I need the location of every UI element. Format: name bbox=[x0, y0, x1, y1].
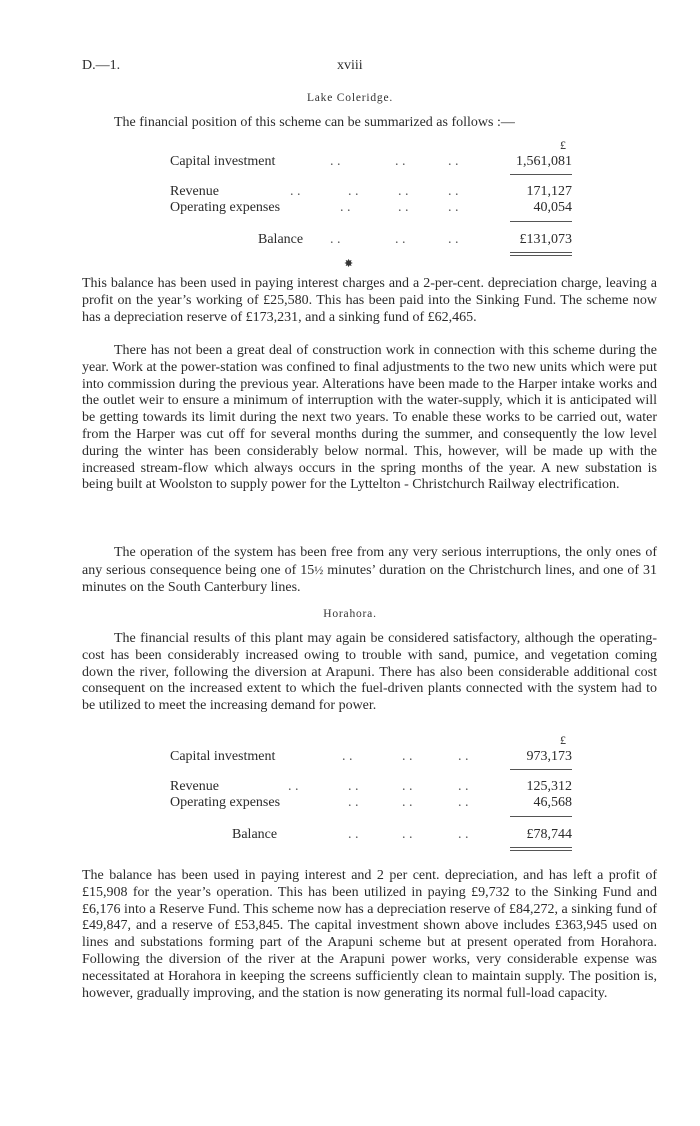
leader-dots: . . bbox=[402, 827, 413, 842]
horahora-financial-table bbox=[170, 733, 572, 853]
lake-coleridge-paragraph-3 bbox=[82, 545, 657, 596]
leader-dots: . . bbox=[448, 184, 459, 199]
total-rule bbox=[510, 255, 572, 256]
capital-investment-value: 973,173 bbox=[526, 749, 572, 764]
leader-dots: . . bbox=[330, 154, 341, 169]
capital-investment-label: Capital investment bbox=[170, 154, 276, 169]
leader-dots: . . bbox=[402, 779, 413, 794]
leader-dots: . . bbox=[342, 749, 353, 764]
leader-dots: . . bbox=[348, 184, 359, 199]
leader-dots: . . bbox=[395, 154, 406, 169]
subtotal-rule bbox=[510, 816, 572, 817]
subtotal-rule bbox=[510, 174, 572, 175]
fraction-half: ½ bbox=[314, 562, 324, 577]
leader-dots: . . bbox=[402, 749, 413, 764]
operating-expenses-label: Operating expenses bbox=[170, 200, 281, 215]
balance-value: £131,073 bbox=[519, 232, 572, 247]
revenue-label: Revenue bbox=[170, 184, 219, 199]
total-rule bbox=[510, 252, 572, 253]
leader-dots: . . bbox=[288, 779, 299, 794]
revenue-value: 125,312 bbox=[526, 779, 572, 794]
leader-dots: . . bbox=[458, 779, 469, 794]
total-rule bbox=[510, 850, 572, 851]
capital-investment-value: 1,561,081 bbox=[516, 154, 572, 169]
paragraph-3-text-a: The operation of the system has been free from any very serious interruptions, the only ones of any serious consequence being one of 15 bbox=[82, 545, 657, 578]
leader-dots: . . bbox=[458, 827, 469, 842]
lake-coleridge-paragraph-1: This balance has been used in paying interest charges and a 2-per-cent. depreciation charge, leaving a profit on the year’s working of £25,580. This has been paid into the Sinking Fund. The scheme now has a depreciation reserve of £173,231, and a sinking fund of £62,465. bbox=[82, 276, 657, 325]
subtotal-rule bbox=[510, 769, 572, 770]
leader-dots: . . bbox=[340, 200, 351, 215]
page-number: xviii bbox=[337, 58, 363, 73]
ornament-mark: ✸ bbox=[344, 258, 354, 270]
balance-value: £78,744 bbox=[526, 827, 572, 842]
operating-expenses-value: 46,568 bbox=[533, 795, 572, 810]
horahora-paragraph-2: The balance has been used in paying interest and 2 per cent. depreciation, and has left a profit of £15,908 for the year’s operation. This has been utilized in paying £9,732 to the Sinking Fund and £6,176 into a Reserve Fund. This scheme now has a depreciation reserve of £84,272, a sinking fund of £49,847, and a reserve of £53,845. The capital investment shown above includes £363,945 used on lines and substations forming part of the Arapuni scheme but at present operated from Horahora. Following the diversion of the river at the Arapuni power works, very considerable expense was necessitated at Horahora in keeping the screens sufficiently clean to maintain supply. The position is, however, gradually improving, and the station is now generating its normal full-load capacity. bbox=[82, 868, 657, 1001]
lake-coleridge-intro: The financial position of this scheme can be summarized as follows :— bbox=[114, 115, 515, 130]
leader-dots: . . bbox=[448, 200, 459, 215]
operating-expenses-value: 40,054 bbox=[533, 200, 572, 215]
balance-label: Balance bbox=[258, 232, 304, 247]
leader-dots: . . bbox=[395, 232, 406, 247]
leader-dots: . . bbox=[448, 154, 459, 169]
document-reference: D.—1. bbox=[82, 58, 121, 73]
capital-investment-label: Capital investment bbox=[170, 749, 276, 764]
leader-dots: . . bbox=[398, 184, 409, 199]
section-heading-lake-coleridge: Lake Coleridge. bbox=[306, 92, 394, 104]
leader-dots: . . bbox=[348, 779, 359, 794]
operating-expenses-label: Operating expenses bbox=[170, 795, 281, 810]
lake-coleridge-financial-table bbox=[170, 138, 572, 258]
leader-dots: . . bbox=[330, 232, 341, 247]
leader-dots: . . bbox=[348, 827, 359, 842]
lake-coleridge-paragraph-2: There has not been a great deal of construction work in connection with this scheme during the year. Work at the power-station was confined to final adjustments to the two new units which were put into commission during the previous year. Alterations have been made to the Harper intake works and the outlet weir to ensure a minimum of interruption with the water-supply, which it is anticipated will be getting towards its limit during the next two years. To enable these works to be carried out, water from the Harper was cut off for several months during the summer, and consequently the low level during the winter has been considerably below normal. This, however, will be made up with the increased stream-flow which always occurs in the spring months of the year. A new substation is being built at Woolston to supply power for the Lyttelton - Christchurch Railway electrification. bbox=[82, 343, 657, 493]
leader-dots: . . bbox=[398, 200, 409, 215]
revenue-value: 171,127 bbox=[526, 184, 572, 199]
currency-symbol: £ bbox=[560, 733, 566, 747]
currency-symbol: £ bbox=[560, 138, 566, 152]
leader-dots: . . bbox=[348, 795, 359, 810]
paragraph-3-text-b: minutes’ duration on the Christchurch lines, and one of 31 minutes on the South Canterbury lines. bbox=[82, 562, 658, 595]
total-rule bbox=[510, 847, 572, 848]
leader-dots: . . bbox=[402, 795, 413, 810]
leader-dots: . . bbox=[458, 749, 469, 764]
horahora-paragraph-1: The financial results of this plant may again be considered satisfactory, although the operating-cost has been considerably increased owing to trouble with sand, pumice, and vegetation coming down the river, following the diversion at Arapuni. There has also been considerable additional cost consequent on the increased extent to which the fuel-driven plants connected with the system had to be utilized to meet the increasing demand for power. bbox=[82, 631, 657, 714]
leader-dots: . . bbox=[290, 184, 301, 199]
revenue-label: Revenue bbox=[170, 779, 219, 794]
subtotal-rule bbox=[510, 221, 572, 222]
balance-label: Balance bbox=[232, 827, 278, 842]
leader-dots: . . bbox=[458, 795, 469, 810]
section-heading-horahora: Horahora. bbox=[323, 608, 377, 620]
leader-dots: . . bbox=[448, 232, 459, 247]
